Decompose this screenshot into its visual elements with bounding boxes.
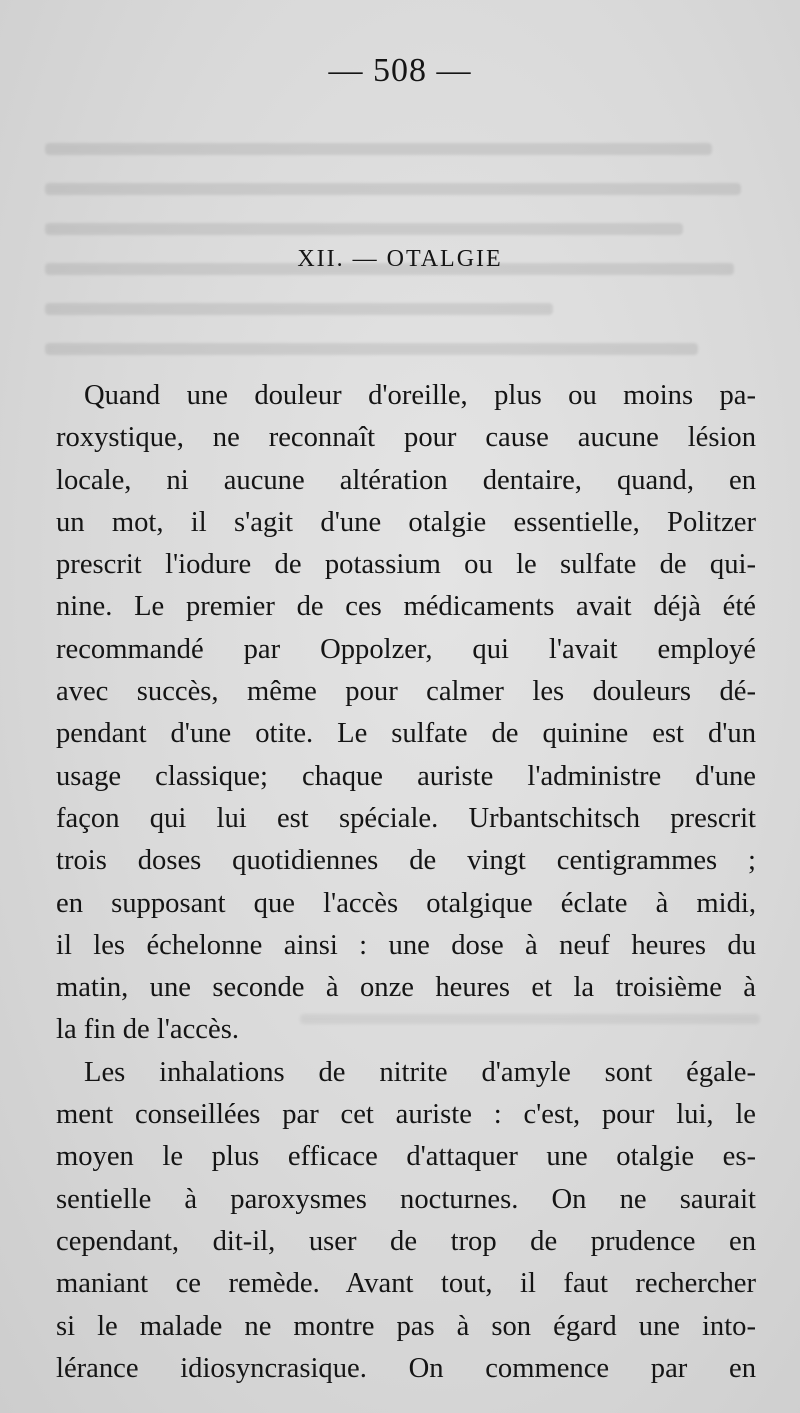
text-line: il les échelonne ainsi : une dose à neuf heures du — [56, 929, 756, 961]
body-text — [56, 375, 756, 1390]
text-line: la fin de l'accès. — [56, 1014, 239, 1046]
paragraph — [56, 375, 756, 1052]
show-through-text — [45, 115, 770, 375]
text-line: lérance idiosyncrasique. On commence par en — [56, 1352, 756, 1384]
text-line: usage classique; chaque auriste l'administre d'une — [56, 760, 756, 792]
text-line: ment conseillées par cet auriste : c'est, pour lui, le — [56, 1099, 756, 1131]
text-line: en supposant que l'accès otalgique éclate à midi, — [56, 887, 756, 919]
text-line: recommandé par Oppolzer, qui l'avait employé — [56, 633, 756, 665]
text-line: roxystique, ne reconnaît pour cause aucune lésion — [56, 422, 756, 454]
text-line: si le malade ne montre pas à son égard une into- — [56, 1310, 756, 1342]
page-number: — 508 — — [328, 52, 472, 89]
text-line: locale, ni aucune altération dentaire, quand, en — [56, 464, 756, 496]
text-line: cependant, dit-il, user de trop de prudence en — [56, 1225, 756, 1257]
text-line: pendant d'une otite. Le sulfate de quinine est d'un — [56, 718, 756, 750]
text-line: prescrit l'iodure de potassium ou le sulfate de qui- — [56, 549, 756, 581]
text-line: Les inhalations de nitrite d'amyle sont égale- — [84, 1056, 756, 1088]
text-line: un mot, il s'agit d'une otalgie essentielle, Politzer — [56, 506, 756, 538]
text-line: façon qui lui est spéciale. Urbantschitsch prescrit — [56, 802, 756, 834]
paragraph — [56, 1052, 756, 1390]
text-line: moyen le plus efficace d'attaquer une otalgie es- — [56, 1141, 756, 1173]
text-line: trois doses quotidiennes de vingt centigrammes ; — [56, 845, 756, 877]
text-line: sentielle à paroxysmes nocturnes. On ne saurait — [56, 1183, 756, 1215]
text-line: Quand une douleur d'oreille, plus ou moins pa- — [84, 380, 756, 411]
text-line: maniant ce remède. Avant tout, il faut rechercher — [56, 1268, 756, 1300]
text-line: avec succès, même pour calmer les douleurs dé- — [56, 676, 756, 708]
chapter-title: XII. — OTALGIE — [297, 246, 503, 272]
text-line: matin, une seconde à onze heures et la troisième à — [56, 972, 756, 1004]
text-line: nine. Le premier de ces médicaments avait déjà été — [56, 591, 756, 623]
